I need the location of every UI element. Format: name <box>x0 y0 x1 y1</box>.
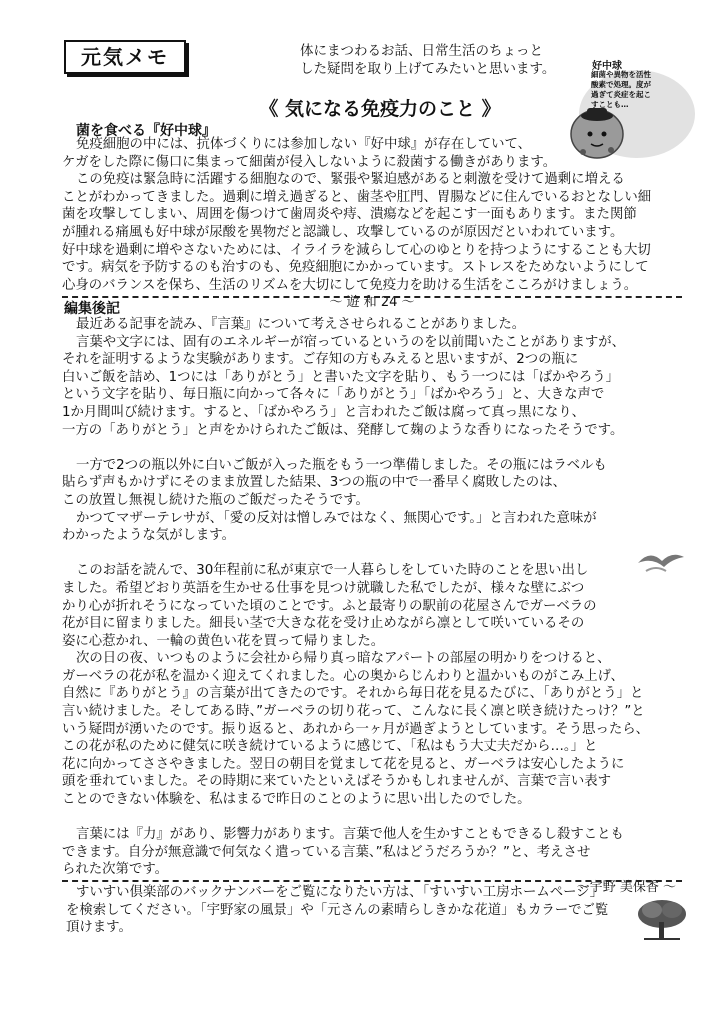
intro-text <box>300 42 580 78</box>
article-line: 心身のバランスを保ち、生活のリズムを大切にして免疫力を助ける生活をこころがけましょう。 <box>62 277 638 293</box>
blank-line <box>62 545 682 563</box>
editorial-line: かり心が折れそうになっていた頃のことです。ふと最寄りの駅前の花屋さんでガーベラの <box>62 598 597 614</box>
mascot-description <box>591 70 686 110</box>
editorial-line: 姿に心惹かれ、一輪の黄色い花を買って帰りました。 <box>62 633 385 649</box>
footer-line: 頂けます。 <box>66 920 132 936</box>
intro-line: した疑問を取り上げてみたいと思います。 <box>300 61 556 77</box>
editorial-line: 貼らず声もかけずにそのまま放置した結果、3つの瓶の中で一番早く腐敗したのは、 <box>62 475 566 491</box>
article-subhead: 菌を食べる『好中球』 <box>76 123 216 139</box>
article-line: です。病気を予防するのも治すのも、免疫細胞にかかっています。ストレスをためないようにして <box>62 260 649 276</box>
footer-divider <box>62 880 682 882</box>
article-line: 免疫細胞の中には、抗体づくりには参加しない『好中球』が存在していて、 <box>76 137 532 152</box>
editorial-line: 言い続けました。そしてある時、”ガーベラの切り花って、こんなに長く凛と咲き続けたっけ？”と <box>62 704 645 720</box>
editorial-line: 白いご飯を詰め、1つには「ありがとう」と書いた文字を貼り、もう一つには「ばかやろう」 <box>62 369 619 385</box>
editorial-line: 最近ある記事を読み、『言葉』について考えさせられることがありました。 <box>76 317 526 332</box>
article-line: ことがわかってきました。過剰に増え過ぎると、歯茎や肛門、胃腸などに住んでいるおとなしい細 <box>62 189 652 205</box>
editorial-line: できます。自分が無意識で何気なく遣っている言葉、”私はどうだろうか？”と、考えさせ <box>62 844 591 860</box>
editorial-line: わかったような気がします。 <box>62 528 236 544</box>
editorial-line: ガーベラの花が私を温かく迎えてくれました。心の奥からじんわりと温かいものがこみ上げ、 <box>62 668 624 684</box>
editorial-line: この放置し無視し続けた瓶のご飯だったそうです。 <box>62 492 369 508</box>
blank-line <box>62 439 682 457</box>
tree-illustration <box>636 898 688 942</box>
editorial-line: この花が私のために健気に咲き続けているように感じて、「私はもう大丈夫だから…。」と <box>62 739 598 755</box>
mascot-desc-line: すことも… <box>591 100 629 109</box>
blank-line <box>62 809 682 827</box>
editorial-body <box>62 316 682 897</box>
footer-line: を検索してください。「宇野家の風景」や「元さんの素晴らしきかな花道」もカラーでご覧 <box>66 902 609 918</box>
editorial-line: ました。希望どおり英語を生かせる仕事を見つけ就職した私でしたが、様々な壁にぶつ <box>62 580 585 596</box>
mascot-desc-line: 細菌や異物を活性 <box>591 70 651 79</box>
editorial-line: 言葉や文字には、固有のエネルギーが宿っているというのを以前聞いたことがありますが、 <box>76 334 626 350</box>
article-line: ケガをした際に傷口に集まって細菌が侵入しないように殺菌する働きがあります。 <box>62 154 557 170</box>
editorial-line: 花に向かってささやきました。翌日の朝目を覚まして花を見ると、ガーベラは安心したように <box>62 756 625 772</box>
memo-label-box <box>64 40 186 74</box>
article-line: が腫れる痛風も好中球が尿酸を異物だと認識し、攻撃しているのが原因だといわれています。 <box>62 224 624 240</box>
article-line: 好中球を過剰に増やさないためには、イライラを減らして心のゆとりを持つようにすることも大切 <box>62 242 651 258</box>
article-line: この免疫は緊急時に活躍する細胞なので、緊張や緊迫感があると刺激を受けて過剰に増える <box>76 172 625 188</box>
intro-line: 体にまつわるお話、日常生活のちょっと <box>300 43 543 59</box>
editorial-line: かつてマザーテレサが、「愛の反対は憎しみではなく、無関心です。」と言われた意味が <box>76 510 597 526</box>
memo-label: 元気メモ <box>81 45 169 69</box>
editorial-line: 1か月間叫び続けます。すると、「ばかやろう」と言われたご飯は腐って真っ黒になり、 <box>62 404 585 420</box>
editorial-heading: 編集後記 <box>64 301 120 317</box>
article-line: 菌を攻撃してしまい、周囲を傷つけて歯周炎や痔、潰瘍などを起こす一面もあります。また関節 <box>62 207 637 223</box>
editorial-line: 次の日の夜、いつものように会社から帰り真っ暗なアパートの部屋の明かりをつけると、 <box>76 651 611 667</box>
article-signature: ～ 遊 和 24 ～ <box>329 295 415 311</box>
mascot-desc-line: 過ぎて炎症を起こ <box>591 90 651 99</box>
editorial-line: ことのできない体験を、私はまるで昨日のことのように思い出したのでした。 <box>62 792 531 808</box>
article-title: 《 気になる免疫力のこと 》 <box>259 98 501 120</box>
editorial-line: 言葉には『力』があり、影響力があります。言葉で他人を生かすこともできるし殺すことも <box>76 827 624 843</box>
editorial-signature: ～宇野 美保香 ～ <box>576 880 676 895</box>
mascot-label: 好中球 <box>592 61 622 72</box>
section-divider <box>62 296 682 298</box>
editorial-line: という文字を貼り、毎日瓶に向かって各々に「ありがとう」「ばかやろう」と、大きな声で <box>62 387 605 403</box>
bird-illustration <box>636 545 686 579</box>
editorial-line: 一方の「ありがとう」と声をかけられたご飯は、発酵して麹のような香りになったそうです。 <box>62 422 624 438</box>
editorial-line: いう疑問が湧いたのです。振り返ると、あれから一ヶ月が過ぎようとしています。そう思ったら、 <box>62 721 650 737</box>
footer-line: すいすい倶楽部のバックナンバーをご覧になりたい方は、「すいすい工房ホームページ」 <box>76 885 604 900</box>
editorial-line: 一方で2つの瓶以外に白いご飯が入った瓶をもう一つ準備しました。その瓶にはラベルも <box>76 457 607 473</box>
editorial-line: 頭を垂れていました。その時期に来ていたといえばそうかもしれませんが、言葉で言い表す <box>62 774 612 790</box>
mascot-desc-line: 酸素で処理。度が <box>591 80 651 89</box>
editorial-line: このお話を読んで、30年程前に私が東京で一人暮らしをしていた時のことを思い出し <box>76 563 589 579</box>
editorial-line: 花が目に留まりました。細長い茎で大きな花を受け止めながら凛として咲いているその <box>62 616 585 632</box>
editorial-line: られた次第です。 <box>62 862 169 878</box>
footer-text <box>66 884 626 937</box>
editorial-line: それを証明するような実験があります。ご存知の方もみえると思いますが、2つの瓶に <box>62 352 579 368</box>
article-body <box>62 136 682 312</box>
editorial-line: 自然に『ありがとう』の言葉が出てきたのです。それから毎日花を見るたびに、「ありがとう」と <box>62 686 644 702</box>
